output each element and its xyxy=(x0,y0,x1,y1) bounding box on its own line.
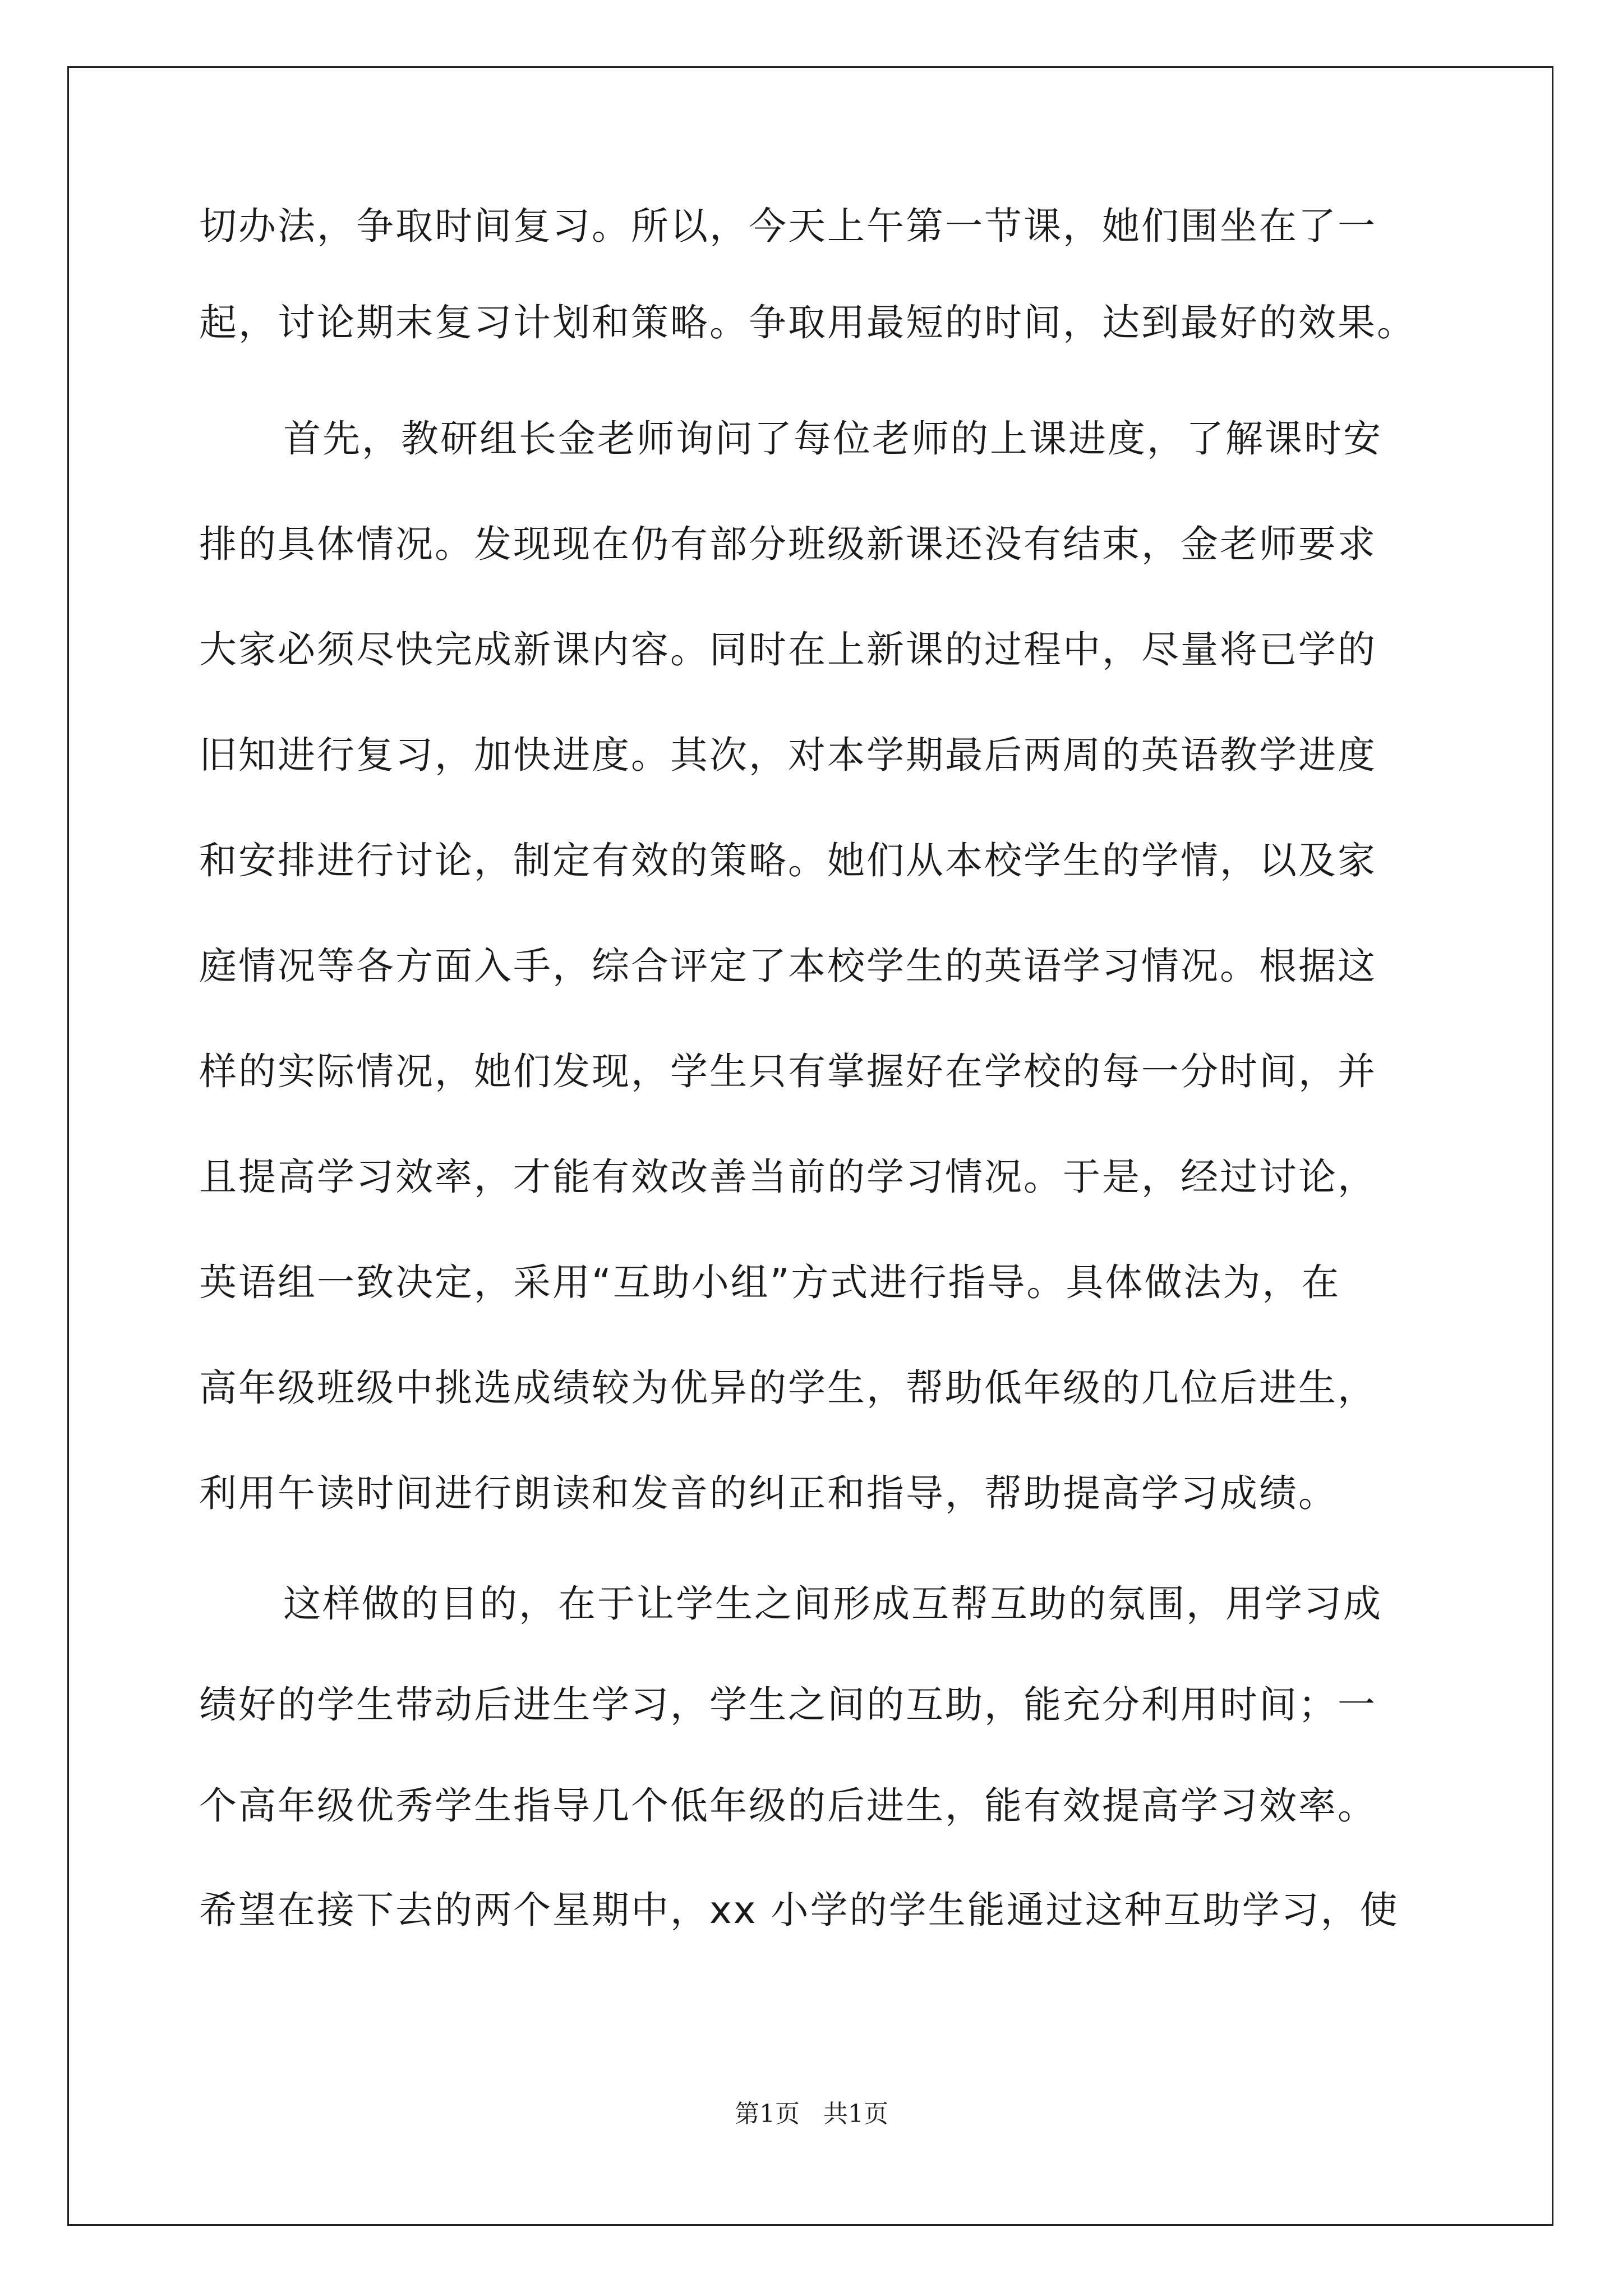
body-text-line: 起，讨论期末复习计划和策略。争取用最短的时间，达到最好的效果。 xyxy=(199,301,1416,344)
body-text-line: 绩好的学生带动后进生学习，学生之间的互助，能充分利用时间；一 xyxy=(199,1683,1377,1727)
body-text-line: 高年级班级中挑选成绩较为优异的学生，帮助低年级的几位后进生， xyxy=(199,1366,1377,1410)
body-text-line: 旧知进行复习，加快进度。其次，对本学期最后两周的英语教学进度 xyxy=(199,733,1377,777)
body-text-line: 希望在接下去的两个星期中，xx 小学的学生能通过这种互助学习，使 xyxy=(199,1888,1399,1932)
body-text-line: 个高年级优秀学生指导几个低年级的后进生，能有效提高学习效率。 xyxy=(199,1784,1377,1828)
body-text-line: 大家必须尽快完成新课内容。同时在上新课的过程中，尽量将已学的 xyxy=(199,628,1377,671)
body-text-line: 利用午读时间进行朗读和发音的纠正和指导，帮助提高学习成绩。 xyxy=(199,1471,1338,1515)
body-text-line: 样的实际情况，她们发现，学生只有掌握好在学校的每一分时间，并 xyxy=(199,1050,1377,1093)
body-text-line: 切办法，争取时间复习。所以，今天上午第一节课，她们围坐在了一 xyxy=(199,204,1377,248)
body-text-line: 且提高学习效率，才能有效改善当前的学习情况。于是，经过讨论， xyxy=(199,1155,1377,1199)
body-text-line: 和安排进行讨论，制定有效的策略。她们从本校学生的学情，以及家 xyxy=(199,839,1377,882)
body-text-line: 庭情况等各方面入手，综合评定了本校学生的英语学习情况。根据这 xyxy=(199,944,1377,988)
body-text-line: 英语组一致决定，采用“互助小组”方式进行指导。具体做法为，在 xyxy=(199,1260,1341,1304)
page-number-footer: 第1页 共1页 xyxy=(735,2100,888,2128)
paragraph-first-line: 首先，教研组长金老师询问了每位老师的上课进度，了解课时安 xyxy=(283,417,1382,461)
body-text-line: 排的具体情况。发现现在仍有部分班级新课还没有结束，金老师要求 xyxy=(199,522,1377,566)
paragraph-first-line: 这样做的目的，在于让学生之间形成互帮互助的氛围，用学习成 xyxy=(283,1582,1382,1626)
